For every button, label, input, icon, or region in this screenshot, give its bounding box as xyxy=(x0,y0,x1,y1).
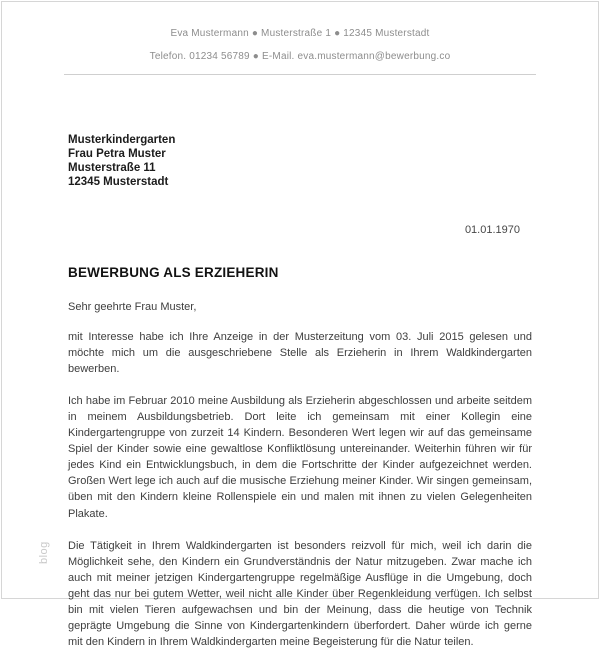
letter-date: 01.01.1970 xyxy=(68,224,532,236)
header-divider xyxy=(64,74,536,75)
recipient-line-2: Frau Petra Muster xyxy=(68,147,532,161)
paragraph-experience: Ich habe im Februar 2010 meine Ausbildung als Erzieherin abgeschlossen und arbeite seitdem in meinem Ausbildungsbetrieb. Dort leite ich gemeinsam mit einer Kollegin eine Kindergartengruppe von zurzeit 14 Kindern. Besonderen Wert legen wir auf das gemeinsame Spiel der Kinder sowie eine gewaltlose Konfliktlösung untereinander. Weiterhin führen wir für jedes Kind ein Entwicklungsbuch, in dem die Fortschritte der Kinder aufgezeichnet werden. Großen Wert lege ich auch auf die musische Erziehung meiner Kinder. Wir singen gemeinsam, üben mit den Kindern kleine Rollenspiele ein und malen mit ihnen zu vielen Gelegenheiten Plakate. xyxy=(68,393,532,521)
sender-contact-line: Telefon. 01234 56789 ● E-Mail. eva.mustermann@bewerbung.co xyxy=(2,51,598,62)
salutation: Sehr geehrte Frau Muster, xyxy=(68,301,532,313)
paragraph-motivation: Die Tätigkeit in Ihrem Waldkindergarten ist besonders reizvoll für mich, weil ich darin die Möglichkeit sehe, den Kindern ein Grundverständnis der Natur mitzugeben. Zwar mache ich auch mit meiner jetzigen Kindergartengruppe regelmäßige Ausflüge in die Umgebung, doch geht das nur bei gutem Wetter, weil nicht alle Kinder über Regenkleidung verfügen. Ich selbst bin mit vielen Tieren aufgewachsen und bin der Meinung, dass die heutige von Technik geprägte Umgebung die Sinne von Kindergartenkindern überfordert. Daher würde ich gerne mit den Kindern in Ihrem Waldkindergarten meine Begeisterung für die Natur teilen. xyxy=(68,538,532,650)
recipient-line-1: Musterkindergarten xyxy=(68,133,532,147)
blog-watermark: blog xyxy=(38,541,50,564)
letter-page xyxy=(1,1,599,599)
paragraph-intro: mit Interesse habe ich Ihre Anzeige in der Musterzeitung vom 03. Juli 2015 gelesen und möchte mich um die ausgeschriebene Stelle als Erzieherin in Ihrem Waldkindergarten bewerben. xyxy=(68,329,532,377)
sender-address-line: Eva Mustermann ● Musterstraße 1 ● 12345 Musterstadt xyxy=(2,28,598,39)
sender-header xyxy=(2,2,598,62)
recipient-address xyxy=(68,133,532,189)
subject-heading: BEWERBUNG ALS ERZIEHERIN xyxy=(68,265,532,280)
letter-body xyxy=(68,133,532,650)
recipient-line-4: 12345 Musterstadt xyxy=(68,175,532,189)
recipient-line-3: Musterstraße 11 xyxy=(68,161,532,175)
